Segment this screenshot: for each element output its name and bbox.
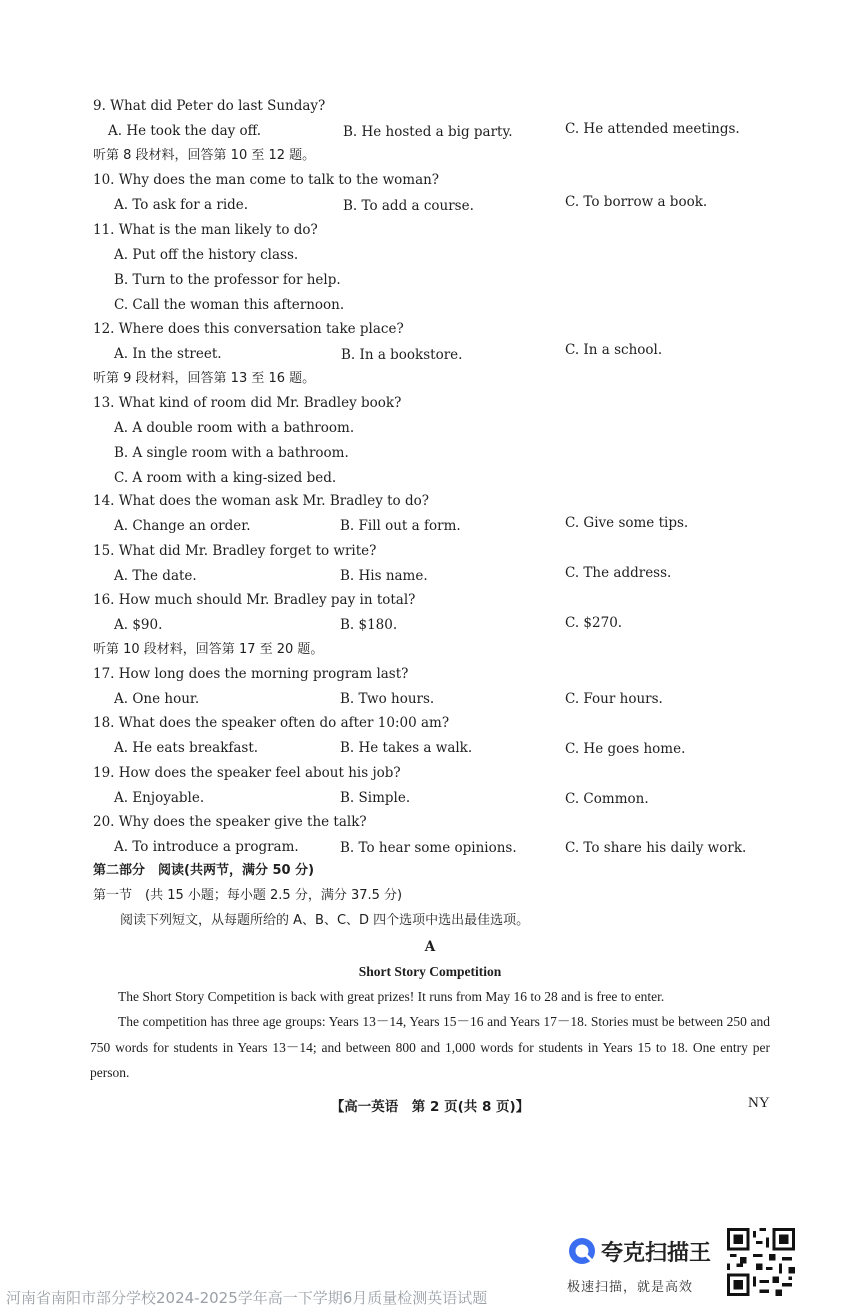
section-9-heading: 听第 9 段材料，回答第 13 至 16 题。 <box>93 371 316 386</box>
q10-option-b: B. To add a course. <box>343 198 474 214</box>
exam-code: NY <box>748 1095 770 1111</box>
question-13: 13. What kind of room did Mr. Bradley book? <box>93 395 402 411</box>
scanner-brand <box>567 1230 727 1300</box>
section-10-heading: 听第 10 段材料，回答第 17 至 20 题。 <box>93 642 324 657</box>
brand-name: 夸克扫描王 <box>601 1241 712 1266</box>
quark-logo-icon <box>567 1236 597 1266</box>
q11-option-b: B. Turn to the professor for help. <box>114 272 341 288</box>
question-14: 14. What does the woman ask Mr. Bradley to do? <box>93 493 429 509</box>
q20-option-a: A. To introduce a program. <box>114 839 299 855</box>
question-11: 11. What is the man likely to do? <box>93 222 318 238</box>
question-9: 9. What did Peter do last Sunday? <box>93 98 326 114</box>
q13-option-a: A. A double room with a bathroom. <box>114 420 355 436</box>
brand-slogan: 极速扫描，就是高效 <box>567 1280 694 1295</box>
q14-option-a: A. Change an order. <box>114 518 251 534</box>
question-19: 19. How does the speaker feel about his job? <box>93 765 401 781</box>
q20-option-c: C. To share his daily work. <box>565 840 747 856</box>
passage-letter: A <box>424 939 436 955</box>
q19-option-c: C. Common. <box>565 791 649 807</box>
instruction-text: 阅读下列短文，从每题所给的 A、B、C、D 四个选项中选出最佳选项。 <box>120 913 530 928</box>
q19-option-a: A. Enjoyable. <box>114 790 205 806</box>
part-2-heading: 第二部分 阅读(共两节，满分 50 分) <box>93 863 315 878</box>
q15-option-a: A. The date. <box>114 568 197 584</box>
q9-option-a: A. He took the day off. <box>108 123 262 139</box>
question-20: 20. Why does the speaker give the talk? <box>93 814 367 830</box>
q16-option-b: B. $180. <box>340 617 398 633</box>
question-18: 18. What does the speaker often do after 10:00 am? <box>93 715 450 731</box>
question-15: 15. What did Mr. Bradley forget to write? <box>93 543 377 559</box>
passage-title: Short Story Competition <box>358 964 502 979</box>
q10-option-c: C. To borrow a book. <box>565 194 708 210</box>
q18-option-c: C. He goes home. <box>565 741 686 757</box>
q9-option-c: C. He attended meetings. <box>565 121 740 137</box>
question-17: 17. How long does the morning program last? <box>93 666 409 682</box>
passage-paragraph-1: The Short Story Competition is back with great prizes! It runs from May 16 to 28 and is free to enter. <box>118 989 665 1004</box>
q12-option-c: C. In a school. <box>565 342 663 358</box>
q10-option-a: A. To ask for a ride. <box>114 197 249 213</box>
q14-option-b: B. Fill out a form. <box>340 518 461 534</box>
section-8-heading: 听第 8 段材料，回答第 10 至 12 题。 <box>93 148 316 163</box>
qr-code-icon <box>727 1228 795 1296</box>
q17-option-b: B. Two hours. <box>340 691 435 707</box>
q17-option-c: C. Four hours. <box>565 691 663 707</box>
q12-option-a: A. In the street. <box>114 346 222 362</box>
question-12: 12. Where does this conversation take place? <box>93 321 404 337</box>
q9-option-b: B. He hosted a big party. <box>343 124 513 140</box>
q15-option-c: C. The address. <box>565 565 672 581</box>
q12-option-b: B. In a bookstore. <box>341 347 463 363</box>
q18-option-b: B. He takes a walk. <box>340 740 473 756</box>
q11-option-c: C. Call the woman this afternoon. <box>114 297 345 313</box>
page-footer: 【高一英语 第 2 页(共 8 页)】 <box>330 1099 530 1115</box>
q17-option-a: A. One hour. <box>114 691 200 707</box>
passage-paragraph-2: The competition has three age groups: Years 13－14, Years 15－16 and Years 17－18. Stories must be between 250 and 750 words for students in Years 13－14; and between 800 and 1,000 words for students in Years 15 to 18. One entry per person. <box>90 1014 770 1080</box>
document-watermark: 河南省南阳市部分学校2024-2025学年高一下学期6月质量检测英语试题 <box>6 1289 488 1307</box>
q20-option-b: B. To hear some opinions. <box>340 840 517 856</box>
q16-option-a: A. $90. <box>114 617 163 633</box>
q16-option-c: C. $270. <box>565 615 623 631</box>
q18-option-a: A. He eats breakfast. <box>114 740 259 756</box>
q19-option-b: B. Simple. <box>340 790 411 806</box>
q15-option-b: B. His name. <box>340 568 428 584</box>
q13-option-b: B. A single room with a bathroom. <box>114 445 349 461</box>
q13-option-c: C. A room with a king-sized bed. <box>114 470 337 486</box>
section-1-heading: 第一节 (共 15 小题；每小题 2.5 分，满分 37.5 分) <box>93 888 403 903</box>
question-10: 10. Why does the man come to talk to the woman? <box>93 172 440 188</box>
q14-option-c: C. Give some tips. <box>565 515 689 531</box>
q11-option-a: A. Put off the history class. <box>114 247 299 263</box>
question-16: 16. How much should Mr. Bradley pay in total? <box>93 592 416 608</box>
